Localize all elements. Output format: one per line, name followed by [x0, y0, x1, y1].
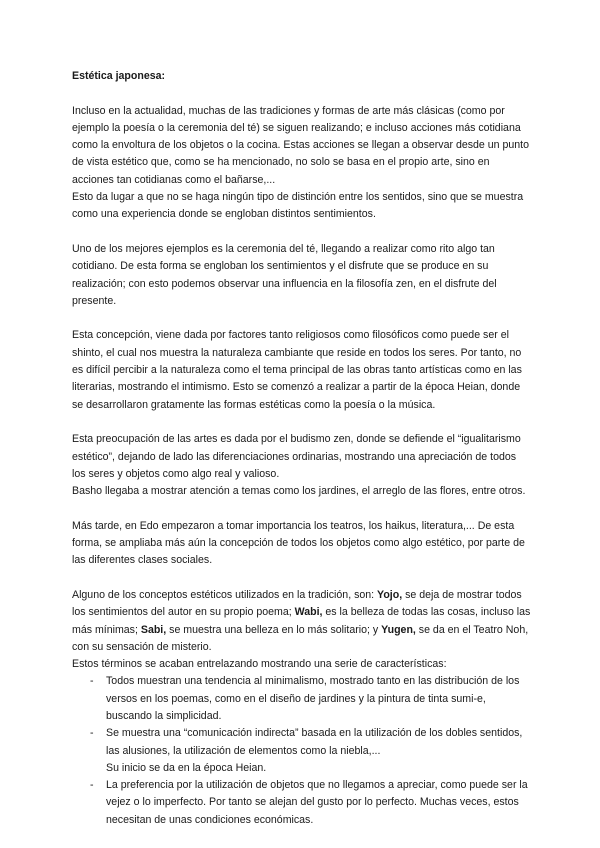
- paragraph-7: Estos términos se acaban entrelazando mostrando una serie de características:: [72, 658, 447, 671]
- dash-bullet-icon: -: [90, 727, 94, 740]
- dash-bullet-icon: -: [90, 779, 94, 792]
- document-title: Estética japonesa:: [72, 70, 166, 82]
- paragraph-2: Uno de los mejores ejemplos es la ceremonia del té, llegando a realizar como rito algo tan cotidiano. De esta forma se engloban los sentimientos y el disfrute que se produce en su realización; con esto podemos observar una influencia en la filosofía zen, en el disfrute del presente.: [72, 242, 497, 307]
- concepts-intro: Alguno de los conceptos estéticos utilizados en la tradición, son:: [72, 588, 378, 601]
- characteristics-list: [72, 673, 532, 829]
- list-item: [72, 673, 532, 725]
- dash-bullet-icon: -: [90, 675, 94, 688]
- list-item-text: La preferencia por la utilización de objetos que no llegamos a apreciar, como puede ser la vejez o lo imperfecto. Por tanto se alejan del gusto por lo perfecto. Muchas veces, estos necesitan de unas condiciones económicas.: [106, 779, 528, 826]
- paragraph-4: Esta preocupación de las artes es dada por el budismo zen, donde se defiende el “igualitarismo estético”, dejando de lado las diferenciaciones ordinarias, mostrando una apreciación de todos los seres y objetos como algo real y valioso.: [72, 433, 521, 480]
- yugen-definition: se da en el Teatro Noh, con su sensación de misterio.: [72, 623, 529, 653]
- list-item-text: Se muestra una “comunicación indirecta” basada en la utilización de los dobles sentidos, las alusiones, la utilización de elementos como la niebla,...: [106, 727, 523, 757]
- yojo-definition: se deja de mostrar todos los sentimientos del autor en su propio poema;: [72, 588, 522, 619]
- list-item-text-continued: Su inicio se da en la época Heian.: [106, 761, 267, 774]
- term-yugen: Yugen,: [381, 623, 416, 636]
- sabi-definition: se muestra una belleza en lo más solitario; y: [166, 623, 382, 636]
- paragraph-3: Esta concepción, viene dada por factores tanto religiosos como filosóficos como puede ser el shinto, el cual nos muestra la naturaleza cambiante que reside en todos los seres. Por tanto, no es difícil percibir a la naturaleza como el tema principal de las obras tanto artísticas como en las literarias, mostrando el intimismo. Esto se comenzó a realizar a partir de la época Heian, donde se desarrollaron gratamente las formas estéticas como la poesía o la música.: [72, 329, 522, 411]
- list-item-text: Todos muestran una tendencia al minimalismo, mostrado tanto en las distribución de los versos en los poemas, como en el diseño de jardines y la pintura de tinta sumi-e, buscando la simplicidad.: [106, 675, 520, 722]
- wabi-definition: es la belleza de todas las cosas, incluso las más mínimas;: [72, 606, 531, 636]
- paragraph-5: Más tarde, en Edo empezaron a tomar importancia los teatros, los haikus, literatura,... De esta forma, se ampliaba más aún la concepción de todos los objetos como algo estético, por parte de las diferentes clases sociales.: [72, 519, 525, 567]
- paragraph-1: Incluso en la actualidad, muchas de las tradiciones y formas de arte más clásicas (como por ejemplo la poesía o la ceremonia del té) se siguen realizando; e incluso acciones más cotidiana como la envoltura de los objetos o la cocina. Estas acciones se llegan a observar desde un punto de vista estético que, como se ha mencionado, no solo se basa en el propio arte, sino en acciones tan cotidianas como el bañarse,...: [72, 104, 529, 186]
- term-yojo: Yojo,: [377, 588, 403, 601]
- paragraph-1b: Esto da lugar a que no se haga ningún tipo de distinción entre los sentidos, sino que se muestra como una experiencia donde se engloban distintos sentimientos.: [72, 191, 524, 221]
- list-item: [72, 725, 532, 777]
- term-sabi: Sabi,: [140, 623, 167, 636]
- document-body: [72, 68, 532, 829]
- list-item: [72, 777, 532, 829]
- paragraph-4b: Basho llegaba a mostrar atención a temas como los jardines, el arreglo de las flores, entre otros.: [72, 485, 526, 498]
- paragraph-6: [72, 587, 532, 656]
- term-wabi: Wabi,: [294, 606, 323, 619]
